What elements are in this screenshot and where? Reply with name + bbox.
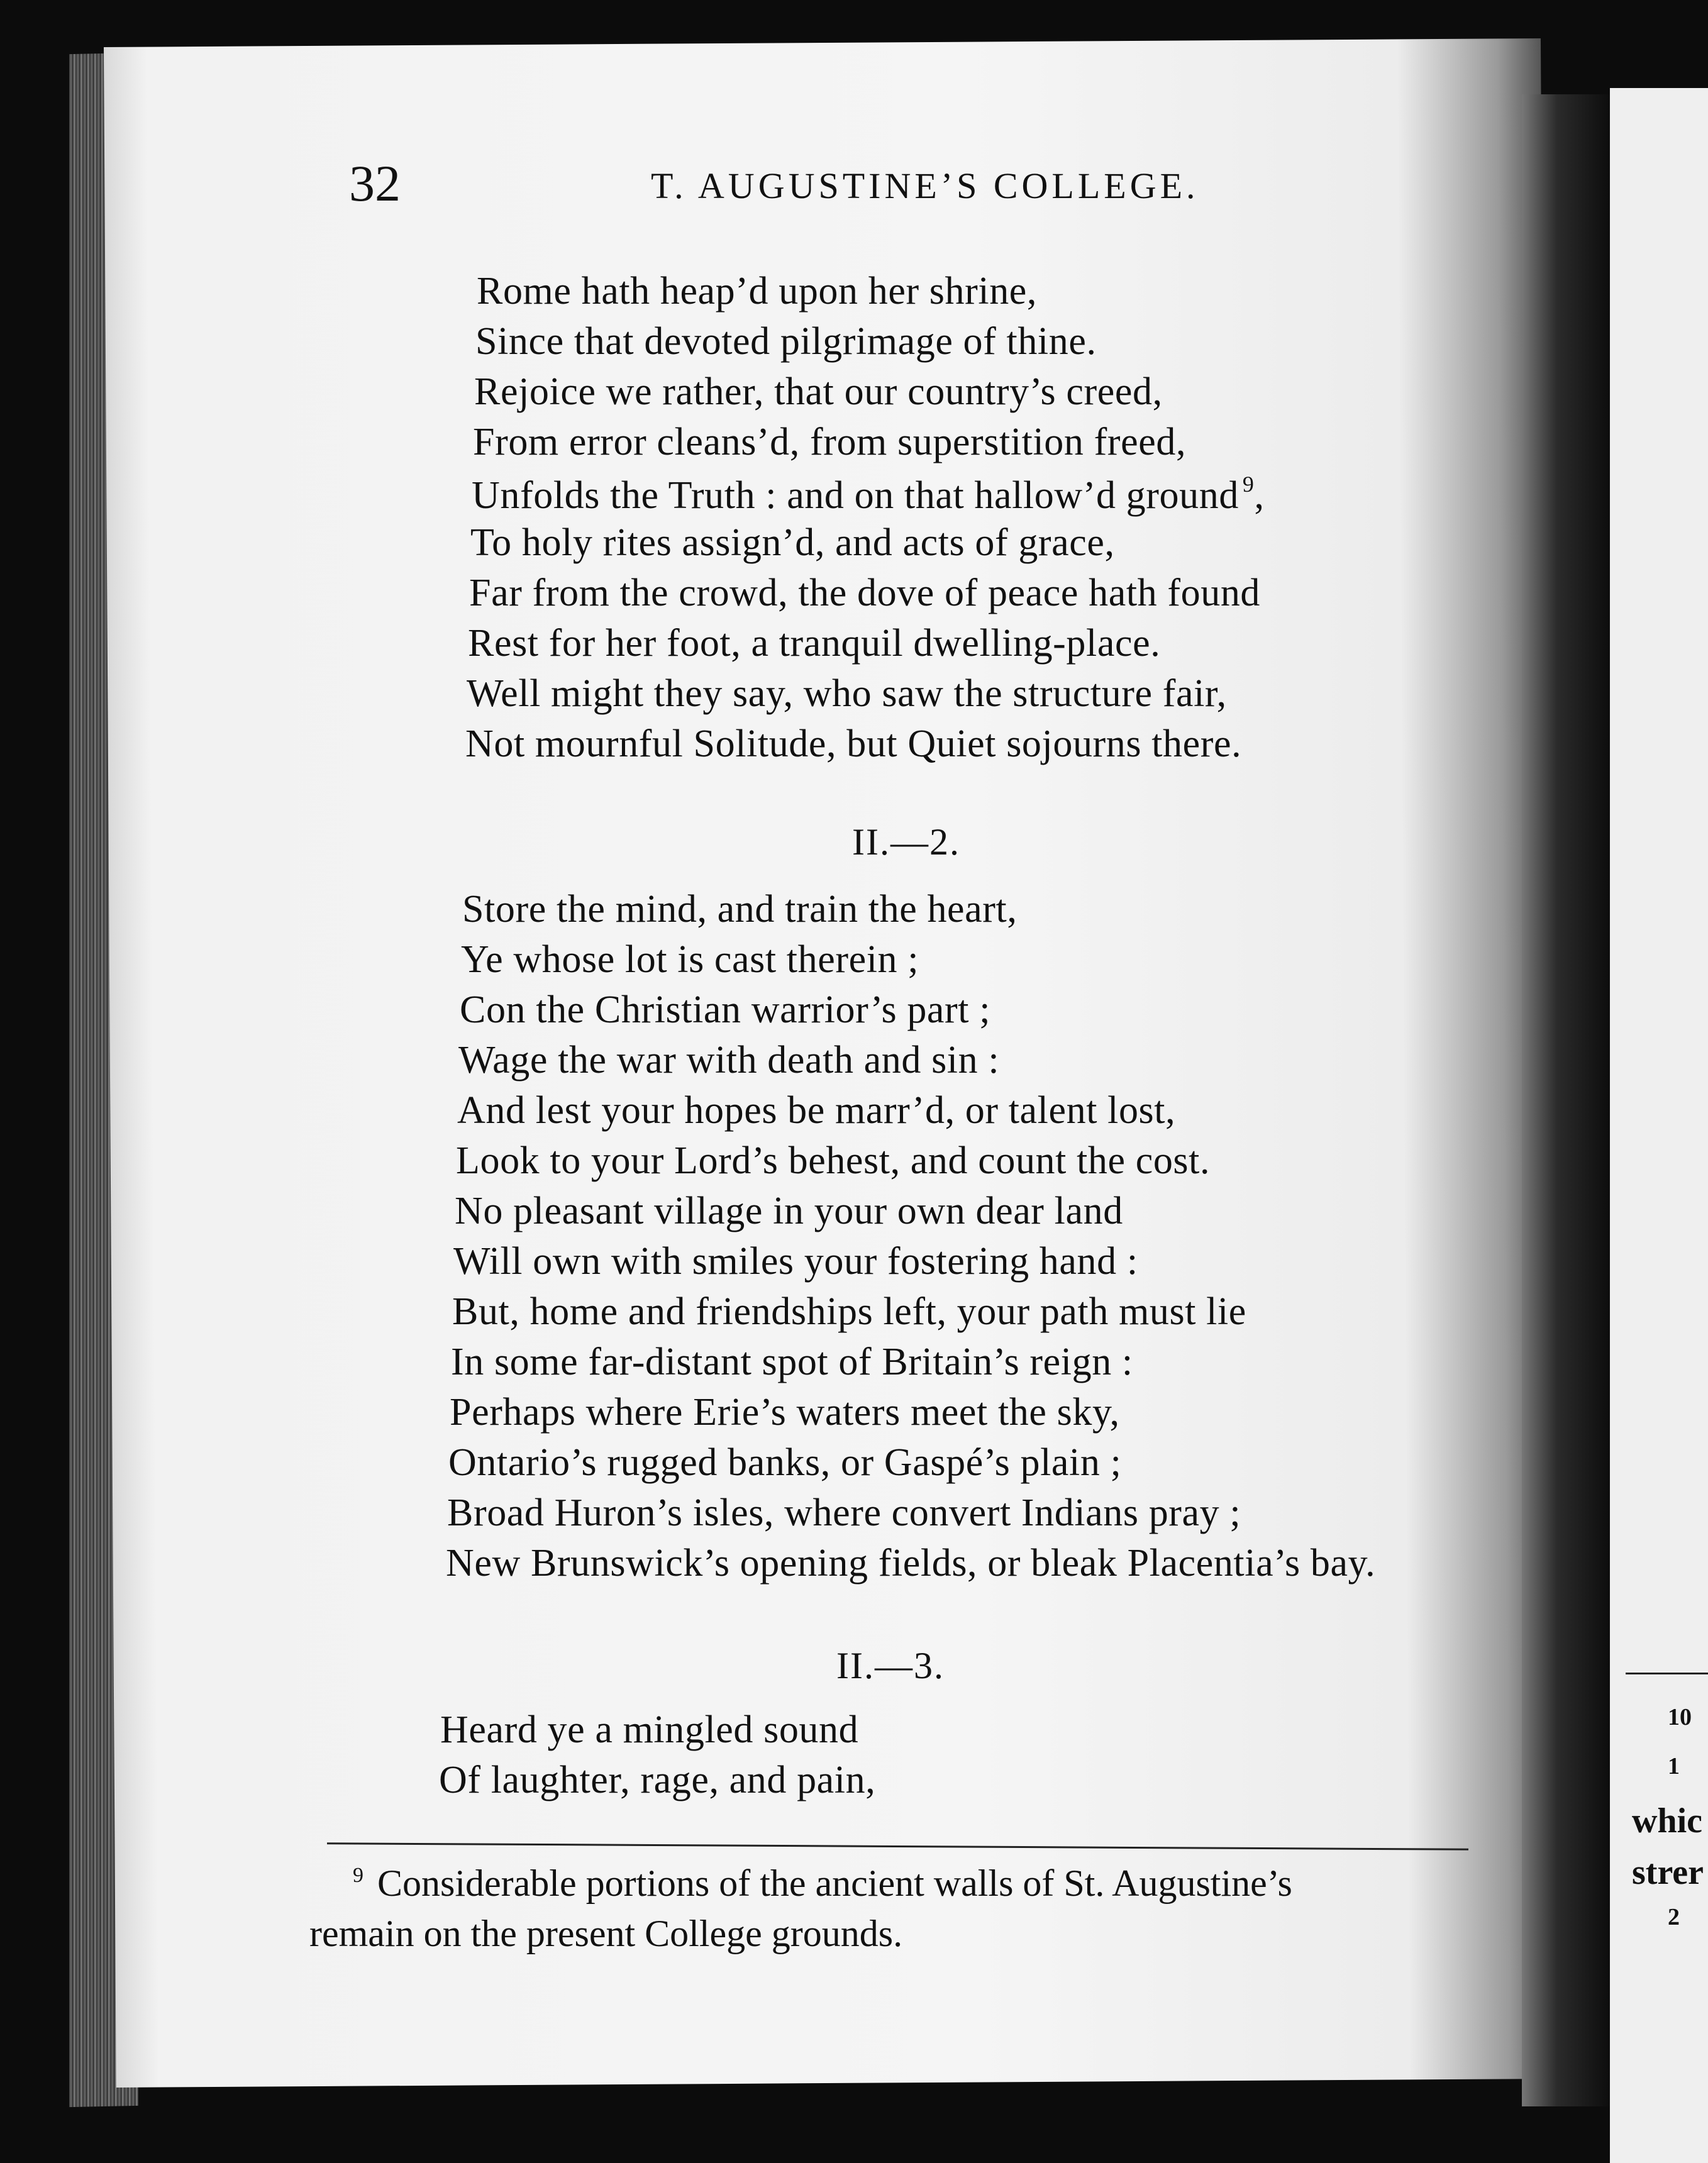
verse-line-comma: ,	[1254, 474, 1265, 517]
verse-line: Broad Huron’s isles, where convert Indians pray ;	[447, 1491, 1241, 1534]
next-page-rule	[1626, 1673, 1708, 1674]
footnote-marker: 9	[353, 1864, 363, 1887]
verse-line: Since that devoted pilgrimage of thine.	[475, 320, 1097, 363]
verse-line: Of laughter, rage, and pain,	[439, 1759, 876, 1801]
verse-line: Far from the crowd, the dove of peace hath found	[469, 572, 1261, 614]
section-heading: II.—2.	[852, 821, 960, 863]
next-page-fragment: 10	[1668, 1704, 1692, 1730]
verse-line: Will own with smiles your fostering hand :	[453, 1240, 1138, 1283]
verse-line: Heard ye a mingled sound	[440, 1708, 859, 1751]
verse-line: Rome hath heap’d upon her shrine,	[477, 270, 1038, 313]
verse-line: Store the mind, and train the heart,	[462, 888, 1018, 931]
section-heading: II.—3.	[836, 1645, 945, 1686]
gutter-shadow	[1522, 94, 1610, 2106]
verse-line: Con the Christian warrior’s part ;	[460, 988, 991, 1031]
verse-line: In some far-distant spot of Britain’s reign :	[451, 1341, 1133, 1383]
verse-line: New Brunswick’s opening fields, or bleak Placentia’s bay.	[446, 1542, 1376, 1585]
next-page-fragment: 1	[1668, 1753, 1680, 1779]
verse-line: But, home and friendships left, your path must lie	[452, 1290, 1246, 1333]
footnote-marker: 9	[1242, 472, 1255, 497]
verse-line: Ontario’s rugged banks, or Gaspé’s plain ;	[448, 1441, 1122, 1484]
verse-line: Not mournful Solitude, but Quiet sojourns there.	[465, 722, 1242, 765]
verse-line	[472, 473, 1265, 515]
verse-line: From error cleans’d, from superstition freed,	[473, 421, 1187, 463]
verse-line: Ye whose lot is cast therein ;	[461, 938, 919, 981]
verse-line: Look to your Lord’s behest, and count the cost.	[456, 1139, 1211, 1182]
footnote-line: remain on the present College grounds.	[309, 1913, 903, 1954]
verse-line: And lest your hopes be marr’d, or talent lost,	[457, 1089, 1176, 1132]
verse-line: Rest for her foot, a tranquil dwelling-place.	[468, 622, 1161, 665]
running-title: T. AUGUSTINE’S COLLEGE.	[651, 165, 1199, 206]
verse-line: Rejoice we rather, that our country’s creed,	[474, 370, 1163, 413]
next-page-fragment: strer	[1632, 1853, 1704, 1892]
next-page-fragment: 2	[1668, 1904, 1680, 1930]
next-page-fragment: whic	[1632, 1801, 1702, 1840]
verse-line: Perhaps where Erie’s waters meet the sky,	[450, 1391, 1120, 1434]
verse-line: Wage the war with death and sin :	[458, 1039, 1000, 1082]
footnote-line	[349, 1864, 1292, 1902]
verse-line-text: Unfolds the Truth : and on that hallow’d ground	[472, 474, 1239, 517]
page-number: 32	[349, 155, 401, 212]
footnote-text: Considerable portions of the ancient walls of St. Augustine’s	[377, 1862, 1292, 1904]
next-page-sliver	[1610, 88, 1708, 2163]
verse-line: To holy rites assign’d, and acts of grace,	[470, 521, 1115, 564]
verse-line: Well might they say, who saw the structure fair,	[467, 672, 1227, 715]
verse-line: No pleasant village in your own dear land	[455, 1190, 1123, 1232]
